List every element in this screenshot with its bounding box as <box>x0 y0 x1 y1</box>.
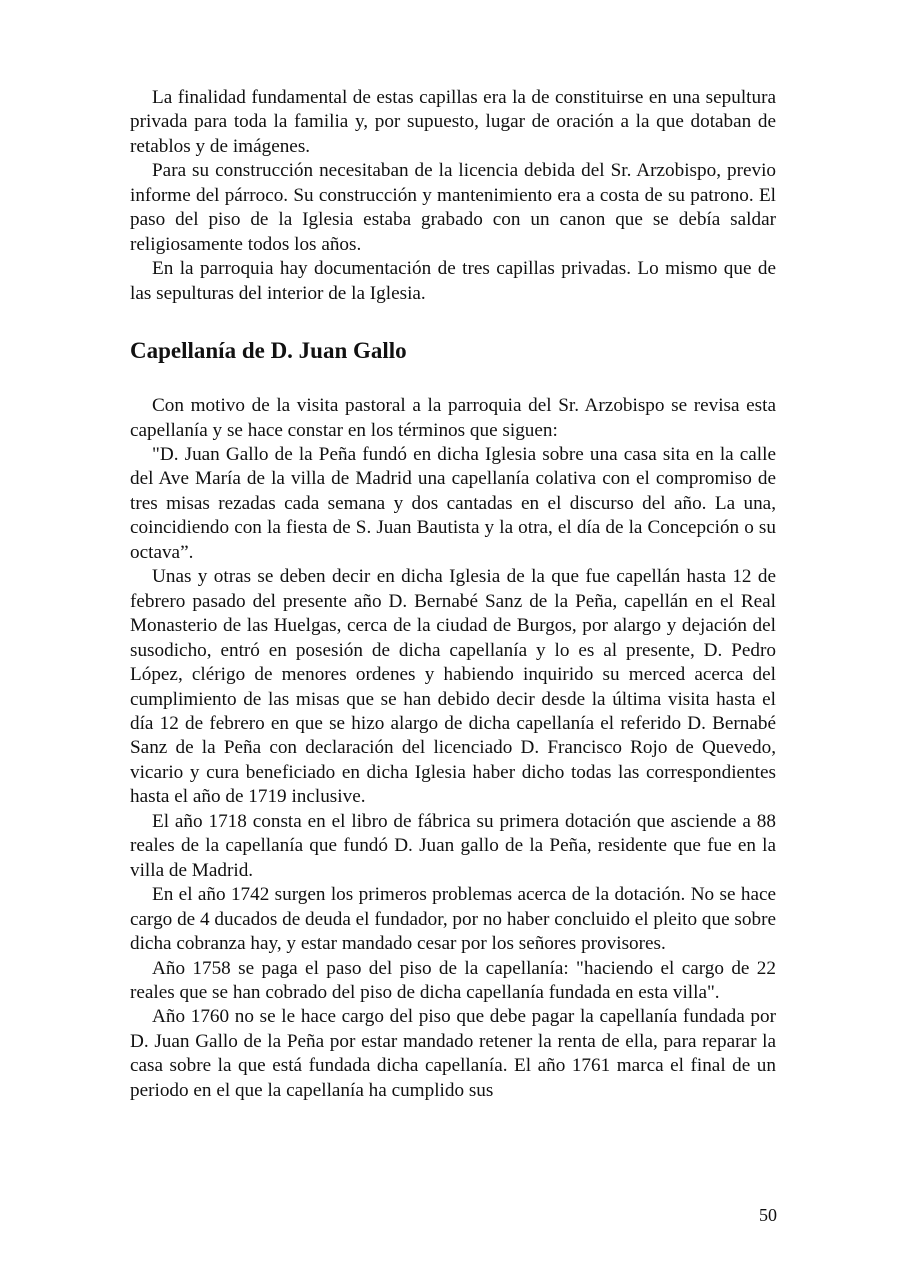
section-heading: Capellanía de D. Juan Gallo <box>130 338 407 364</box>
paragraph: Con motivo de la visita pastoral a la parroquia del Sr. Arzobispo se revisa esta capellanía y se hace constar en los términos que siguen: <box>130 395 776 441</box>
page-body <box>130 86 776 1103</box>
paragraph: La finalidad fundamental de estas capillas era la de constituirse en una sepultura privada para toda la familia y, por supuesto, lugar de oración a la que dotaban de retablos y de imágenes. <box>130 87 776 157</box>
paragraph: El año 1718 consta en el libro de fábrica su primera dotación que asciende a 88 reales de la capellanía que fundó D. Juan gallo de la Peña, residente que fue en la villa de Madrid. <box>130 810 776 881</box>
paragraph: Unas y otras se deben decir en dicha Iglesia de la que fue capellán hasta 12 de febrero pasado del presente año D. Bernabé Sanz de la Peña, capellán en el Real Monasterio de las Huelgas, cerca de la ciudad de Burgos, por alargo y dejación del susodicho, entró en posesión de dicha capellanía y lo es al presente, D. Pedro López, clérigo de menores ordenes y habiendo inquirido su merced acerca del cumplimiento de las misas que se han debido decir desde la última visita hasta el día 12 de febrero en que se hizo alargo de dicha capellanía el referido D. Bernabé Sanz de la Peña con declaración del licenciado D. Francisco Rojo de Quevedo, vicario y cura beneficiado en dicha Iglesia haber dicho todas las correspondientes hasta el año de 1719 inclusive. <box>130 566 776 808</box>
paragraph: Año 1758 se paga el paso del piso de la capellanía: "haciendo el cargo de 22 reales que se han cobrado del piso de dicha capellanía fundada en esta villa". <box>130 957 776 1003</box>
paragraph: Para su construcción necesitaban de la licencia debida del Sr. Arzobispo, previo informe del párroco. Su construcción y mantenimiento era a costa de su patrono. El paso del piso de la Iglesia estaba grabado con un canon que se debía saldar religiosamente todos los años. <box>130 160 776 255</box>
paragraph: En el año 1742 surgen los primeros problemas acerca de la dotación. No se hace cargo de 4 ducados de deuda el fundador, por no haber concluido el pleito que sobre dicha cobranza hay, y estar mandado cesar por los señores provisores. <box>130 884 776 955</box>
paragraph: "D. Juan Gallo de la Peña fundó en dicha Iglesia sobre una casa sita en la calle del Ave María de la villa de Madrid una capellanía colativa con el compromiso de tres misas rezadas cada semana y dos cantadas en el discurso del año. La una, coincidiendo con la fiesta de S. Juan Bautista y la otra, el día de la Concepción o su octava”. <box>130 443 776 563</box>
page-number: 50 <box>759 1205 777 1225</box>
paragraph: Año 1760 no se le hace cargo del piso que debe pagar la capellanía fundada por D. Juan Gallo de la Peña por estar mandado retener la renta de ella, para reparar la casa sobre la que está fundada dicha capellanía. El año 1761 marca el final de un periodo en el que la capellanía ha cumplido sus <box>130 1006 776 1101</box>
paragraph: En la parroquia hay documentación de tres capillas privadas. Lo mismo que de las sepulturas del interior de la Iglesia. <box>130 258 776 304</box>
